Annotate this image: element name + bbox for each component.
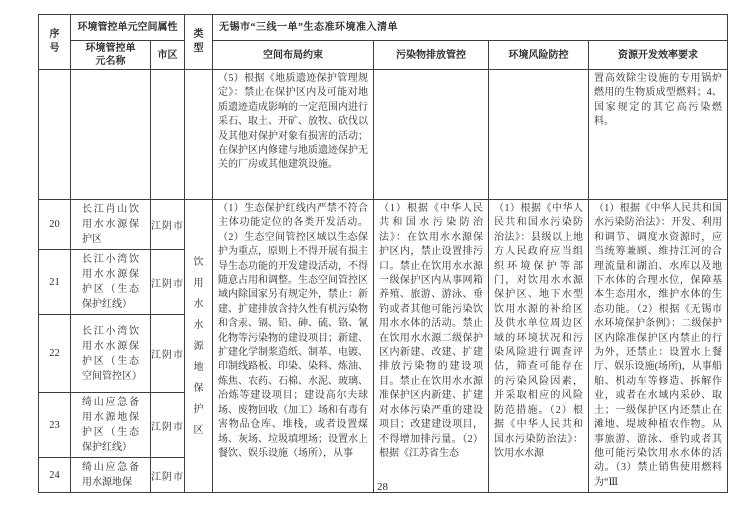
header-access-list-group: 无锡市“三线一单”生态准环境准入清单 [213,15,728,41]
continuation-risk-text [489,70,589,200]
header-pollution-control: 污染物排放管控 [374,41,489,70]
header-row-2 [39,41,728,70]
continuation-type-cell [185,70,213,200]
row-21-district: 江阴市 [151,250,185,315]
merged-spatial-text: （1）生态保护红线内严禁不符合主体功能定位的各类开发活动。（2）生态空间管控区域以生态保护为重点，原则上不得开展有损主导生态功能的开发建设活动，不得随意占用和调整。生态空间管控区域内除国家另有规定外，禁止：新建、扩建排放含持久性有机污染物和含汞、镉、铅、砷、硫、铬、氰化物等污染物的建设项目；新建、扩建化学制浆造纸、制革、电镀、印制线路板、印染、染料、炼油、炼焦、农药、石棉、水泥、玻璃、冶炼等建设项目；建设高尔夫球场、废物回收（加工）场和有毒有害物品仓库、堆栈，或者设置煤场、灰场、垃圾填埋场；设置水上餐饮、娱乐设施（场所），从事 [213,200,374,493]
continuation-spatial-text: （5）根据《地质遗迹保护管理规定》：禁止在保护区内及可能对地质遗迹造成影响的一定范围内进行采石、取土、开矿、放牧、砍伐以及其他对保护对象有损害的活动；在保护区内修建与地质遗迹保护无关的厂房或其他建筑设施。 [213,70,374,200]
merged-resource-text: （1）根据《中华人民共和国水污染防治法》：开发、利用和调节、调度水资源时，应当统筹兼顾、维持江河的合理流量和湖泊、水库以及地下水体的合理水位，保障基本生态用水，维护水体的生态功能。（2）根据《无锡市水环境保护条例》：二级保护区内除准保护区内禁止的行为外，还禁止：设置水上餐厅、娱乐设施(场所)，从事船舶、机动车等修造、拆解作业，或者在水域内采砂、取土；一级保护区内还禁止在滩地、堤坡种植农作物。从事旅游、游泳、垂钓或者其他可能污染饮用水水体的活动。（3）禁止销售使用燃料为“Ⅲ [589,200,728,493]
merged-pollution-text: （1）根据《中华人民共和国水污染防治法》：在饮用水水源保护区内，禁止设置排污口。禁止在饮用水水源一级保护区内从事网箱养殖、旅游、游泳、垂钓或者其他可能污染饮用水水体的活动。禁止在饮用水水源二级保护区内新建、改建、扩建排放污染物的建设项目。禁止在饮用水水源准保护区内新建、扩建对水体污染严重的建设项目；改建建设项目，不得增加排污量。（2）根据《江苏省生态 [374,200,489,493]
row-24-district: 江阴市 [151,458,185,493]
row-20-unit-name: 长江肖山饮用水水源保护区 [71,200,151,250]
row-22-seq: 22 [39,315,71,393]
header-seq [39,15,71,70]
header-unit-name-label: 环境管控单元名称 [85,43,136,67]
row-23-seq: 23 [39,393,71,458]
continuation-district-cell [151,70,185,200]
row-23-unit-name: 绮山应急备用水源地保护区（生态保护红线） [71,393,151,458]
row-22-district: 江阴市 [151,315,185,393]
row-20-seq: 20 [39,200,71,250]
table-row-20 [39,200,728,250]
header-row-1 [39,15,728,41]
header-type-label: 类型 [193,29,204,54]
header-seq-label: 序号 [49,29,60,54]
page-number: 28 [377,481,388,493]
header-unit-attr-group: 环境管控单元空间属性 [71,15,185,41]
row-24-unit-name: 绮山应急备用水源地保 [71,458,151,493]
row-21-seq: 21 [39,250,71,315]
row-20-district: 江阴市 [151,200,185,250]
row-22-unit-name: 长江小湾饮用水水源保护区（生态空间管控区） [71,315,151,393]
row-21-unit-name: 长江小湾饮用水水源保护区（生态保护红线） [71,250,151,315]
header-type [185,15,213,70]
type-merged-cell [185,200,213,493]
merged-risk-text: （1）根据《中华人民共和国水污染防治法》：县级以上地方人民政府应当组织环境保护等部门，对饮用水水源保护区、地下水型饮用水源的补给区及供水单位周边区域的环境状况和污染风险进行调查评估，筛查可能存在的污染风险因素，并采取相应的风险防范措施。（2）根据《中华人民共和国水污染防治法》：饮用水水源 [489,200,589,493]
continuation-seq-cell [39,70,71,200]
continuation-name-cell [71,70,151,200]
row-23-district: 江阴市 [151,393,185,458]
eco-env-access-list-table [38,14,728,493]
row-24-seq: 24 [39,458,71,493]
continuation-resource-text: 置高效除尘设施的专用锅炉燃用的生物质成型燃料；4、国家规定的其它高污染燃料。 [589,70,728,200]
header-spatial-constraints: 空间布局约束 [213,41,374,70]
header-risk-prevention: 环境风险防控 [489,41,589,70]
header-resource-efficiency: 资源开发效率要求 [589,41,728,70]
table-row-continuation [39,70,728,200]
continuation-pollution-text [374,70,489,200]
header-district: 市区 [151,41,185,70]
type-merged-label: 饮用水水源地保护区 [193,256,204,436]
header-unit-name [71,41,151,70]
